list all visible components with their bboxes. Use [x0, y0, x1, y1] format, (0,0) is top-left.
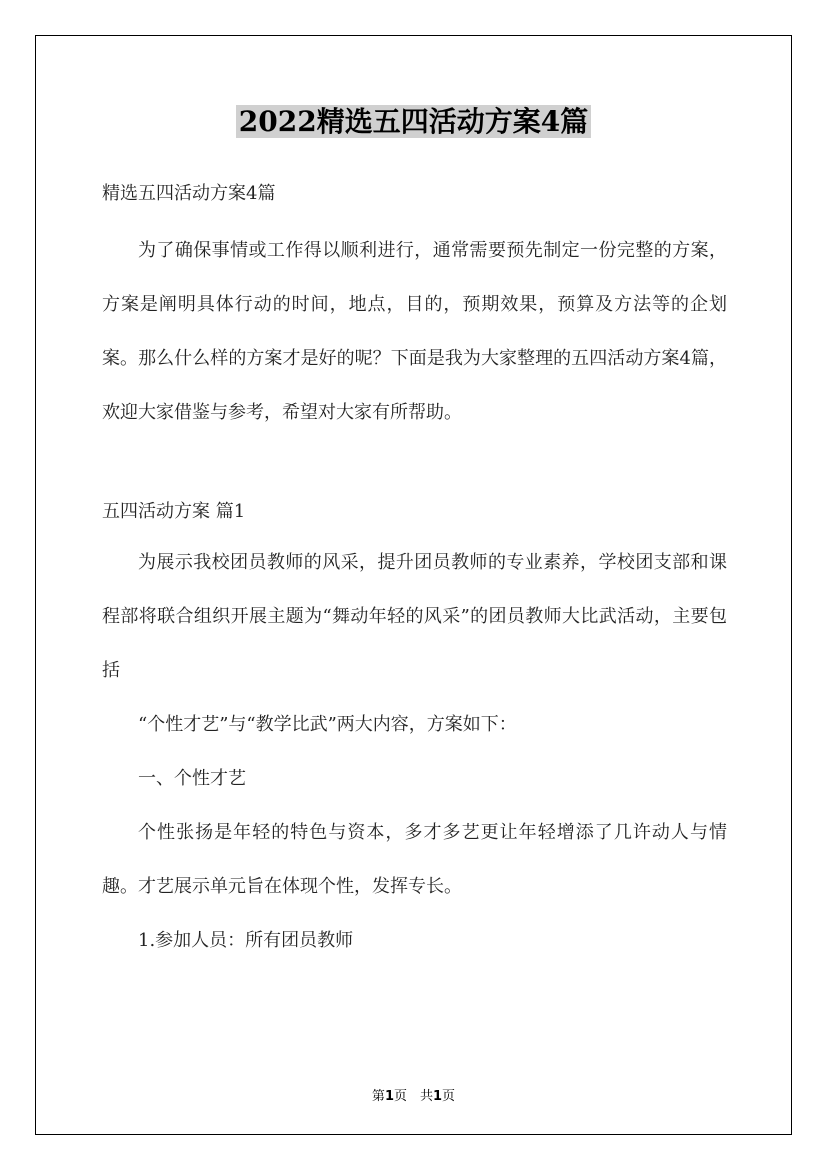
section-heading: 五四活动方案 篇1: [102, 501, 246, 522]
item-subpoint: 1.参加人员：所有团员教师: [138, 930, 354, 951]
page-footer: 第1页 共1页: [371, 1089, 456, 1104]
intro-paragraph: 为了确保事情或工作得以顺利进行，通常需要预先制定一份完整的方案，方案是阐明具体行动的时间，地点，目的，预期效果，预算及方法等的企划案。那么什么样的方案才是好的呢？下面是我为大家整理的五四活动方案4篇，欢迎大家借鉴与参考，希望对大家有所帮助。: [102, 240, 727, 423]
item-paragraph: 个性张扬是年轻的特色与资本，多才多艺更让年轻增添了几许动人与情趣。才艺展示单元旨在体现个性，发挥专长。: [102, 822, 727, 897]
section-paragraph: 为展示我校团员教师的风采，提升团员教师的专业素养，学校团支部和课程部将联合组织开展主题为“舞动年轻的风采”的团员教师大比武活动，主要包括: [102, 552, 727, 681]
document-body: [102, 170, 727, 968]
document-title: 2022精选五四活动方案4篇: [0, 104, 827, 140]
document-subtitle: 精选五四活动方案4篇: [102, 183, 276, 204]
item-heading: 一、个性才艺: [138, 768, 246, 789]
section-paragraph: “个性才艺”与“教学比武”两大内容，方案如下：: [138, 714, 517, 735]
